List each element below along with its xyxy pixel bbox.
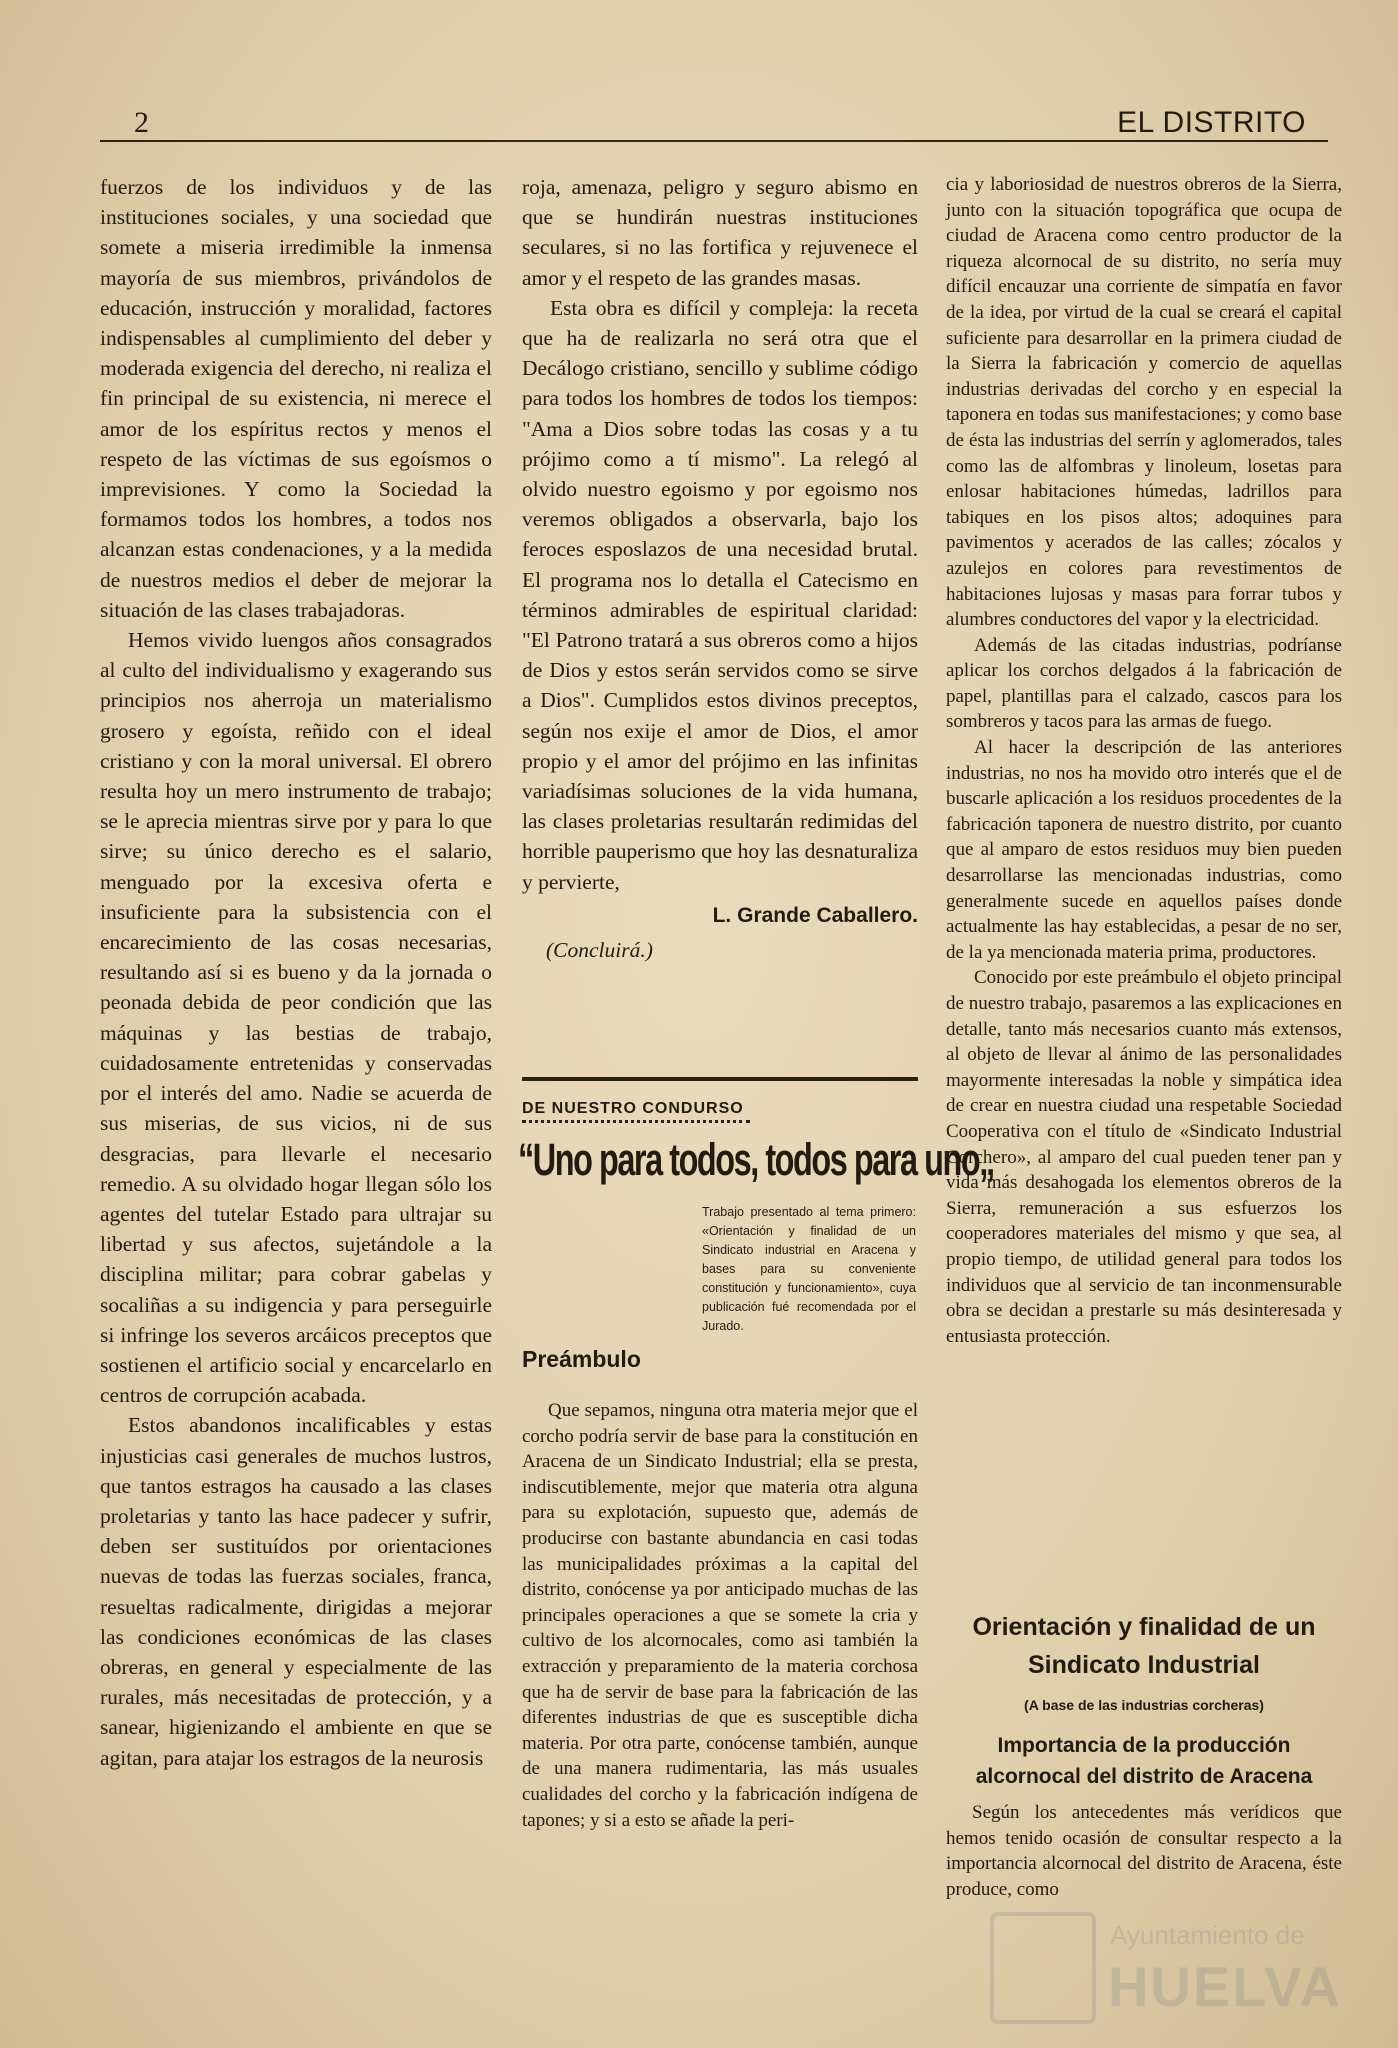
watermark-text: Ayuntamiento de: [1110, 1920, 1305, 1950]
paragraph: Conocido por este preámbulo el objeto principal de nuestro trabajo, pasaremos a las explicaciones en detalle, tanto más necesarios cuanto más extensos, al objeto de llevar al ánimo de las personalidades mayormente interesadas la noble y simpática idea de crear en nuestra ciudad una respetable Sociedad Cooperativa con el título de «Sindicato Industrial Corchero», al amparo del cual pueden tener pan y vida más desahogada los elementos obreros de la Sierra, remuneración a sus esfuerzos los cooperadores materiales del mismo y que sea, al propio tiempo, de utilidad general para todos los individuos que al servicio de tan inconmensurable obra se decidan a prestarle su más desinteresada y entusiasta protección.: [946, 967, 1342, 1347]
header-rule: [100, 140, 1328, 142]
page-number: 2: [134, 106, 149, 139]
preambulo-heading: Preámbulo: [522, 1346, 641, 1372]
editor-note: Trabajo presentado al tema primero: «Orientación y finalidad de un Sindicato industrial en Aracena y bases para su conveniente constitución y funcionamiento», cuya publicación fué recomendada por el Jurado.: [702, 1205, 916, 1333]
paragraph: Estos abandonos incalificables y estas injusticias casi generales de muchos lustros, que tantos estragos ha causado a las clases proletarias y tanto las hace padecer y sufrir, deben ser sustituídos por orientaciones nuevas de todas las fuerzas sociales, franca, resueltas radicalmente, dirigidas a mejorar las condiciones económicas de las clases obreras, en general y especialmente de las rurales, más necesitadas de protección, y a sanear, higienizando el ambiente en que se agitan, para atajar los estragos de la neurosis: [100, 1413, 492, 1770]
article-headline: “Uno para todos, todos para uno„: [518, 1134, 994, 1185]
paragraph: Al hacer la descripción de las anteriores industrias, no nos ha movido otro interés que el de buscarle aplicación a los residuos procedentes de la fabricación taponera de nuestro distrito, por cuanto que al amparo de estos residuos muy bien pueden desarrollarse las mencionadas industrias, como generalmente sucede en aquellos países donde actualmente las hay establecidas, a pesar de no ser, de la ya mencionada materia prima, productores.: [946, 737, 1342, 963]
column-3: [946, 172, 1342, 1349]
paragraph: Según los antecedentes más verídicos que hemos tenido ocasión de consultar respecto a la importancia alcornocal del distrito de Aracena, éste produce, como: [946, 1802, 1342, 1900]
section-heading-orientacion: Orientación y finalidad de un Sindicato Industrial: [972, 1613, 1316, 1679]
paragraph: fuerzos de los individuos y de las instituciones sociales, y una sociedad que somete a miseria irredimible la inmensa mayoría de sus miembros, privándolos de educación, instrucción y moralidad, factores indispensables al cumplimiento del deber y moderada exigencia del derecho, ni realiza el fin principal de su existencia, ni merece el amor de los espíritus rectos y menos el respeto de las víctimas de sus egoísmos o imprevisiones. Y como la Sociedad la formamos todos los hombres, a todos nos alcanzan estas condenaciones, y a la medida de nuestros medios el deber de mejorar la situación de las clases trabajadoras.: [100, 175, 492, 622]
section-label: DE NUESTRO CONDURSO: [522, 1100, 744, 1117]
column-3-article: [946, 1800, 1342, 1902]
watermark-city: HUELVA: [1108, 1955, 1342, 2018]
coat-of-arms-icon: [990, 1912, 1096, 2024]
to-be-continued: (Concluirá.): [546, 938, 653, 963]
paragraph: Hemos vivido luengos años consagrados al culto del individualismo y exagerando sus principios nos aherroja un materialismo grosero y egoísta, reñido con el ideal cristiano y con la moral universal. El obrero resulta hoy un mero instrumento de trabajo; se le aprecia mientras sirve por y para lo que sirve; su único derecho es el salario, menguado por la excesiva oferta e insuficiente para la subsistencia con el encarecimiento de las cosas necesarias, resultando así si es bueno y da la jornada o peonada debida de peor condición que las máquinas y las bestias de trabajo, cuidadosamente entretenidas y conservadas por el interés del amo. Nadie se acuerda de sus miserias, de sus vicios, ni de sus desgracias, para llevarle el necesario remedio. A su olvidado hogar llegan sólo los agentes del tutelar Estado para ultrajar su libertad y sus afectos, sujetándole a la disciplina militar; para cobrar gabelas y socaliñas a su indigencia y para perseguirle si infringe los severos arcáicos preceptos que sostienen el artificio social y encarcelarlo en centros de corrupción acabada.: [100, 628, 492, 1408]
paragraph: Además de las citadas industrias, podríanse aplicar los corchos delgados á la fabricación de papel, plantillas para el calzado, cascos para los sombreros y tacos para las armas de fuego.: [946, 634, 1342, 733]
watermark: [990, 1912, 1342, 2022]
paragraph: Esta obra es difícil y compleja: la receta que ha de realizarla no será otra que el Decálogo cristiano, sencillo y sublime código para todos los hombres de todos los tiempos: "Ama a Dios sobre todas las cosas y a tu prójimo como a tí mismo". La relegó al olvido nuestro egoismo y por egoismo nos veremos obligados a observarla, bajo los feroces esposlazos de una necesidad brutal. El programa nos lo detalla el Catecismo en términos admirables de espiritual claridad: "El Patrono tratará a sus obreros como a hijos de Dios y estos serán servidos como se sirve a Dios". Cumplidos estos divinos preceptos, según nos exije el amor de Dios, el amor propio y el amor del prójimo en las infinitas variadísimas soluciones de la vida humana, las clases proletarias resultarán redimidas del horrible pauperismo que hoy las desnaturaliza y pervierte,: [522, 295, 918, 894]
column-1: [100, 172, 492, 1773]
paragraph: roja, amenaza, peligro y seguro abismo en que se hundirán nuestras instituciones seculares, si no las fortifica y rejuvenece el amor y el respeto de las grandes masas.: [522, 175, 918, 290]
paragraph: Que sepamos, ninguna otra materia mejor que el corcho podría servir de base para la constitución en Aracena de un Sindicato Industrial; ella se presta, indiscutiblemente, mejor que materia otra alguna para su explotación, supuesto que, además de producirse con bastante abundancia en casi todas las municipalidades próximas a la capital del distrito, conócense ya por anticipado muchas de las principales operaciones a que se somete la cria y cultivo de los alcornocales, como asi también la extracción y preparamiento de la materia corchosa que ha de servir de base para la fabricación de las diferentes industrias de que es susceptible dicha materia. Por otra parte, conócense también, aunque de una manera rudimentaria, las más usuales cualidades del corcho y la fabricación indígena de tapones; y si a esto se añade la peri-: [522, 1400, 918, 1831]
paragraph: cia y laboriosidad de nuestros obreros de la Sierra, junto con la situación topográfica que ocupa de ciudad de Aracena como centro productor de la riqueza alcornocal de su distrito, no sería muy difícil encauzar una corriente de simpatía en favor de la idea, por virtud de la cual se creará el capital suficiente para desarrollar en la primera ciudad de la Sierra la fabricación y comercio de aquellas industrias derivadas del corcho y en especial la taponera en todas sus manifestaciones; y como base de ésta las industrias del serrín y aglomerados, tales como las de alfombras y linoleum, losetas para enlosar habitaciones húmedas, ladrillos para tabiques en los pisos altos; adoquines para pavimentos y acerados de las calles; zócalos y azulejos en colores para revestimentos de habitaciones lujosas y masas para forrar tubos y alumbres conductores del vapor y la electricidad.: [946, 174, 1342, 631]
column-2-article: [522, 1398, 918, 1833]
author-signature: L. Grande Caballero.: [712, 903, 918, 927]
column-2: [522, 172, 918, 965]
section-divider: [522, 1077, 918, 1081]
section-underline: [522, 1120, 750, 1123]
section-subheading: (A base de las industrias corcheras): [1024, 1697, 1264, 1713]
masthead-title: EL DISTRITO: [1117, 106, 1306, 139]
subsection-heading-importancia: Importancia de la producción alcornocal del distrito de Aracena: [975, 1734, 1313, 1788]
